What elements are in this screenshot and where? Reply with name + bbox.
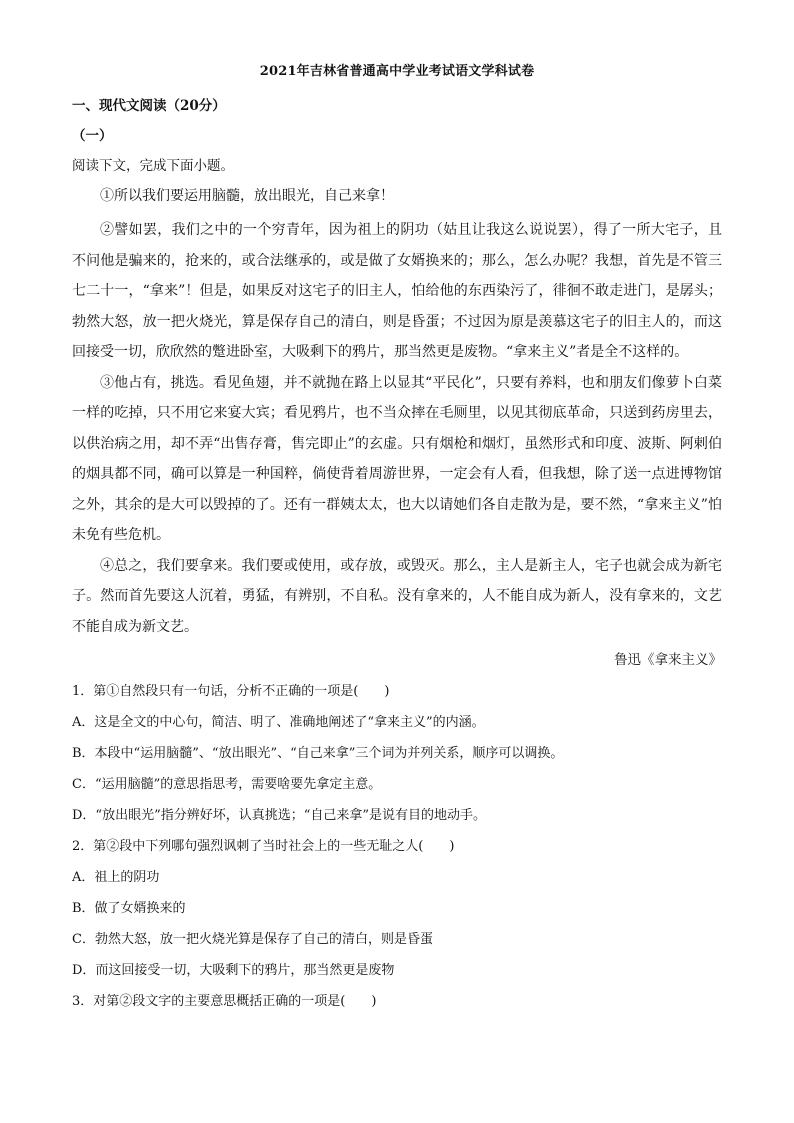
- question-2: [72, 837, 722, 981]
- question-3: [72, 992, 722, 1012]
- passage-paragraph-1: ①所以我们要运用脑髓，放出眼光，自己来拿！: [100, 188, 394, 204]
- section-heading: 一、现代文阅读（20分）: [72, 98, 226, 114]
- question-stem: 2．第②段中下列哪句强烈讽刺了当时社会上的一些无耻之人( ): [72, 839, 455, 854]
- question-stem: 3．对第②段文字的主要意思概括正确的一项是( ): [72, 994, 377, 1009]
- question-option: D．“放出眼光”指分辨好坏，认真挑选；“自己来拿”是说有目的地动手。: [72, 808, 487, 823]
- question-option: D．而这回接受一切，大吸剩下的鸦片，那当然更是废物: [72, 963, 395, 978]
- question-option: B．本段中“运用脑髓”、“放出眼光”、“自己来拿”三个词为并列关系，顺序可以调换。: [72, 746, 564, 761]
- question-option: C．勃然大怒，放一把火烧光算是保存了自己的清白，则是昏蛋: [72, 932, 433, 947]
- passage-paragraph-2: ②譬如罢，我们之中的一个穷青年，因为祖上的阴功（姑且让我这么说说罢），得了一所大宅子，且不问他是骗来的，抢来的，或合法继承的，或是做了女婿换来的；那么，怎么办呢？我想，首先是不管三七二十一，“拿来”！但是，如果反对这宅子的旧主人，怕给他的东西染污了，徘徊不敢走进门，是孱头；勃然大怒，放一把火烧光，算是保存自己的清白，则是昏蛋；不过因为原是羡慕这宅子的旧主人的，而这回接受一切，欣欣然的蹩进卧室，大吸剩下的鸦片，那当然更是废物。“拿来主义”者是全不这样的。: [72, 222, 722, 360]
- reading-passage: [72, 186, 722, 642]
- question-stem: 1．第①自然段只有一句话，分析不正确的一项是( ): [72, 684, 390, 699]
- question-option: A．这是全文的中心句，简洁、明了、准确地阐述了“拿来主义”的内涵。: [72, 715, 485, 730]
- passage-source: 鲁迅《拿来主义》: [614, 652, 722, 668]
- exam-title: 2021年吉林省普通高中学业考试语文学科试卷: [259, 64, 535, 79]
- question-1: [72, 682, 722, 826]
- reading-instruction: 阅读下文，完成下面小题。: [72, 158, 234, 174]
- question-option: C．“运用脑髓”的意思指思考，需要啥要先拿定主意。: [72, 777, 382, 792]
- exam-page: [72, 62, 722, 1023]
- passage-paragraph-4: ④总之，我们要拿来。我们要或使用，或存放，或毁灭。那么，主人是新主人，宅子也就会成为新宅子。然而首先要这人沉着，勇猛，有辨别，不自私。没有拿来的，人不能自成为新人，没有拿来的，文艺不能自成为新文艺。: [72, 557, 722, 635]
- question-option: B．做了女婿换来的: [72, 901, 186, 916]
- passage-paragraph-3: ③他占有，挑选。看见鱼翅，并不就抛在路上以显其“平民化”，只要有养料，也和朋友们像萝卜白菜一样的吃掉，只不用它来宴大宾；看见鸦片，也不当众摔在毛厕里，以见其彻底革命，只送到药房里去，以供治病之用，却不弄“出售存膏，售完即止”的玄虚。只有烟枪和烟灯，虽然形式和印度、波斯、阿剌伯的烟具都不同，确可以算是一种国粹，倘使背着周游世界，一定会有人看，但我想，除了送一点进博物馆之外，其余的是大可以毁掉的了。还有一群姨太太，也大以请她们各自走散为是，要不然，“拿来主义”怕未免有些危机。: [72, 374, 722, 543]
- sub-heading: （一）: [72, 128, 113, 144]
- question-option: A．祖上的阴功: [72, 870, 160, 885]
